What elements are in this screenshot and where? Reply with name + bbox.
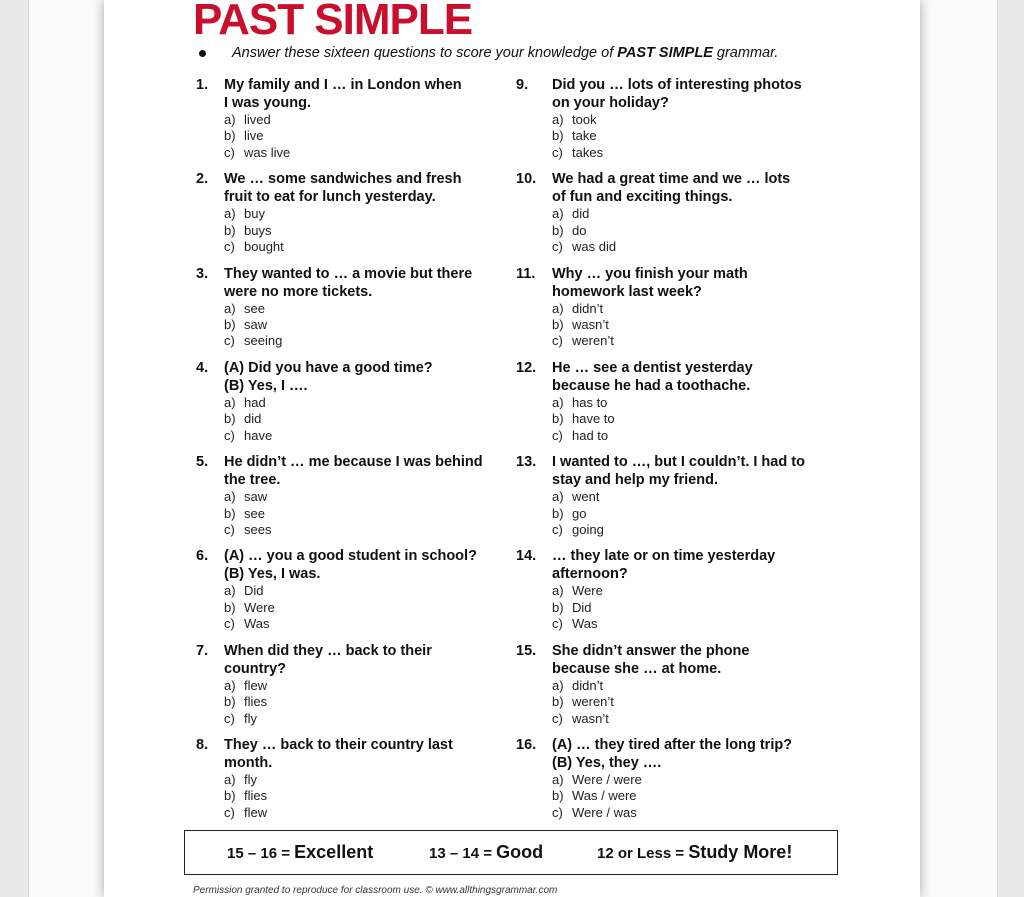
score-good: 13 – 14 = Good bbox=[429, 842, 544, 862]
question-item bbox=[196, 736, 516, 830]
option-letter: a) bbox=[224, 300, 236, 316]
answer-option bbox=[552, 489, 831, 505]
instruction-line bbox=[199, 45, 899, 61]
questions-right-column bbox=[516, 76, 831, 830]
option-letter: c) bbox=[552, 710, 563, 726]
answer-options bbox=[224, 206, 516, 255]
answer-option bbox=[552, 128, 831, 144]
answer-option bbox=[552, 788, 831, 804]
option-letter: a) bbox=[224, 677, 236, 693]
question-number: 8. bbox=[196, 737, 209, 754]
option-text: didn’t bbox=[572, 300, 604, 316]
answer-option bbox=[224, 616, 516, 632]
question-item bbox=[516, 359, 831, 453]
option-text: flies bbox=[244, 788, 268, 804]
answer-option bbox=[552, 805, 831, 821]
answer-option bbox=[552, 112, 831, 128]
option-letter: b) bbox=[552, 411, 564, 427]
answer-option bbox=[224, 489, 516, 505]
answer-option bbox=[552, 395, 831, 411]
answer-options bbox=[224, 678, 516, 727]
question-text: He didn’t … me because I was behind the tree. bbox=[224, 454, 483, 489]
answer-options bbox=[224, 583, 516, 632]
answer-option bbox=[552, 600, 831, 616]
question-body bbox=[224, 76, 516, 170]
option-text: Were bbox=[572, 583, 603, 599]
option-text: saw bbox=[244, 489, 268, 505]
question-item bbox=[196, 642, 516, 736]
worksheet-page bbox=[104, 0, 920, 897]
answer-options bbox=[552, 678, 831, 727]
answer-option bbox=[224, 805, 516, 821]
option-letter: c) bbox=[224, 239, 235, 255]
question-text: Why … you finish your math homework last week? bbox=[552, 265, 748, 300]
answer-options bbox=[224, 489, 516, 538]
option-text: wasn’t bbox=[572, 317, 609, 332]
option-letter: c) bbox=[552, 522, 563, 537]
question-text: We … some sandwiches and fresh fruit to eat for lunch yesterday. bbox=[224, 171, 462, 206]
question-text: … they late or on time yesterday afternoon? bbox=[552, 548, 776, 583]
option-text: Was bbox=[244, 616, 270, 632]
answer-option bbox=[224, 522, 516, 538]
instruction-text: Answer these sixteen questions to score your knowledge of PAST SIMPLE grammar. bbox=[232, 45, 779, 61]
option-letter: c) bbox=[224, 616, 235, 632]
answer-option bbox=[552, 411, 831, 427]
option-letter: c) bbox=[552, 804, 563, 820]
score-excellent: 15 – 16 = Excellent bbox=[227, 842, 374, 862]
option-letter: b) bbox=[224, 599, 236, 615]
question-item bbox=[516, 170, 831, 264]
option-letter: a) bbox=[224, 394, 236, 410]
question-body bbox=[224, 642, 516, 736]
question-text: We had a great time and we … lots of fun and exciting things. bbox=[552, 171, 791, 206]
question-number: 9. bbox=[516, 77, 529, 93]
option-letter: c) bbox=[224, 804, 235, 820]
answer-option bbox=[552, 506, 831, 522]
option-text: fly bbox=[244, 710, 257, 726]
option-letter: a) bbox=[224, 489, 236, 505]
option-letter: a) bbox=[552, 772, 564, 788]
option-text: Were / were bbox=[572, 772, 642, 788]
question-text: (A) … you a good student in school? (B) Yes, I was. bbox=[224, 548, 477, 583]
option-text: fly bbox=[244, 772, 257, 788]
question-item bbox=[516, 736, 831, 830]
option-text: see bbox=[244, 505, 265, 521]
question-number: 3. bbox=[196, 265, 209, 282]
bullet-icon bbox=[199, 50, 206, 57]
permission-footer: Permission granted to reproduce for classroom use. © www.allthingsgrammar.com bbox=[193, 885, 558, 896]
answer-option bbox=[224, 395, 516, 411]
option-text: has to bbox=[572, 394, 608, 410]
answer-option bbox=[224, 301, 516, 317]
page-title: PAST SIMPLE bbox=[193, 0, 473, 44]
score-key-box bbox=[184, 830, 838, 875]
option-text: Did bbox=[572, 599, 592, 615]
question-text: He … see a dentist yesterday because he had a toothache. bbox=[552, 359, 753, 394]
question-item bbox=[196, 170, 516, 264]
answer-option bbox=[552, 694, 831, 710]
answer-option bbox=[224, 206, 516, 222]
option-letter: a) bbox=[552, 677, 564, 693]
answer-option bbox=[552, 223, 831, 239]
option-text: Were bbox=[244, 599, 275, 615]
option-letter: a) bbox=[224, 112, 236, 127]
option-letter: b) bbox=[552, 788, 564, 804]
option-text: weren’t bbox=[572, 333, 614, 349]
option-letter: a) bbox=[552, 300, 564, 316]
question-number: 11. bbox=[516, 265, 536, 282]
answer-option bbox=[552, 333, 831, 349]
option-text: do bbox=[572, 222, 587, 238]
question-number: 13. bbox=[516, 454, 537, 471]
answer-option bbox=[224, 145, 516, 161]
option-letter: b) bbox=[224, 505, 236, 521]
option-letter: a) bbox=[224, 772, 236, 788]
option-letter: a) bbox=[224, 583, 236, 599]
answer-option bbox=[552, 301, 831, 317]
option-text: flew bbox=[244, 804, 268, 820]
option-letter: b) bbox=[552, 317, 564, 332]
question-text: (A) … they tired after the long trip? (B) Yes, they …. bbox=[552, 737, 793, 772]
instruction-emphasis: PAST SIMPLE bbox=[617, 45, 713, 61]
answer-option bbox=[224, 711, 516, 727]
option-letter: b) bbox=[224, 128, 236, 144]
question-body bbox=[552, 76, 831, 170]
option-text: flew bbox=[244, 677, 268, 693]
answer-option bbox=[224, 411, 516, 427]
answer-option bbox=[552, 772, 831, 788]
answer-option bbox=[224, 788, 516, 804]
option-text: wasn’t bbox=[572, 710, 609, 726]
question-item bbox=[516, 76, 831, 170]
answer-option bbox=[224, 239, 516, 255]
option-letter: c) bbox=[552, 239, 563, 255]
answer-options bbox=[224, 301, 516, 350]
question-body bbox=[552, 265, 831, 359]
answer-options bbox=[224, 112, 516, 161]
answer-option bbox=[224, 583, 516, 599]
option-letter: c) bbox=[224, 333, 235, 349]
option-letter: b) bbox=[552, 222, 564, 238]
option-letter: c) bbox=[224, 144, 235, 160]
question-item bbox=[516, 453, 831, 547]
option-text: went bbox=[572, 489, 600, 505]
answer-option bbox=[224, 772, 516, 788]
option-text: lived bbox=[244, 112, 271, 127]
option-text: have bbox=[244, 427, 273, 443]
question-number: 12. bbox=[516, 359, 537, 376]
question-item bbox=[196, 547, 516, 641]
option-letter: c) bbox=[552, 427, 563, 443]
answer-option bbox=[552, 239, 831, 255]
question-number: 4. bbox=[196, 359, 209, 376]
answer-options bbox=[552, 301, 831, 350]
score-study-more: 12 or Less = Study More! bbox=[597, 842, 793, 862]
option-letter: b) bbox=[224, 222, 236, 238]
option-text: Was / were bbox=[572, 788, 637, 804]
answer-option bbox=[552, 317, 831, 333]
question-body bbox=[224, 265, 516, 359]
option-text: going bbox=[572, 522, 604, 537]
option-text: had to bbox=[572, 427, 609, 443]
answer-option bbox=[224, 428, 516, 444]
option-text: sees bbox=[244, 522, 272, 537]
question-body bbox=[552, 359, 831, 453]
option-letter: b) bbox=[224, 317, 236, 332]
option-text: buy bbox=[244, 206, 265, 222]
answer-option bbox=[552, 678, 831, 694]
answer-option bbox=[224, 694, 516, 710]
questions-left-column bbox=[196, 76, 516, 830]
option-text: seeing bbox=[244, 333, 283, 349]
answer-option bbox=[224, 223, 516, 239]
answer-options bbox=[224, 772, 516, 821]
answer-option bbox=[552, 522, 831, 538]
option-text: was did bbox=[572, 239, 617, 255]
option-letter: a) bbox=[552, 112, 564, 127]
answer-option bbox=[224, 317, 516, 333]
answer-option bbox=[552, 583, 831, 599]
question-number: 14. bbox=[516, 548, 537, 565]
option-text: had bbox=[244, 394, 266, 410]
option-text: buys bbox=[244, 222, 272, 238]
option-letter: b) bbox=[224, 694, 236, 710]
option-letter: c) bbox=[552, 333, 563, 349]
question-body bbox=[552, 453, 831, 547]
option-letter: a) bbox=[224, 206, 236, 222]
question-item bbox=[516, 642, 831, 736]
question-text: They … back to their country last month. bbox=[224, 737, 453, 772]
option-letter: c) bbox=[552, 144, 563, 160]
answer-option bbox=[224, 600, 516, 616]
question-body bbox=[552, 642, 831, 736]
answer-options bbox=[552, 583, 831, 632]
option-text: have to bbox=[572, 411, 615, 427]
option-letter: b) bbox=[552, 694, 564, 710]
answer-option bbox=[552, 206, 831, 222]
option-text: flies bbox=[244, 694, 268, 710]
answer-option bbox=[552, 711, 831, 727]
answer-option bbox=[224, 112, 516, 128]
option-text: see bbox=[244, 300, 265, 316]
option-letter: a) bbox=[552, 583, 564, 599]
question-text: They wanted to … a movie but there were no more tickets. bbox=[224, 265, 473, 300]
option-text: takes bbox=[572, 144, 604, 160]
option-text: go bbox=[572, 505, 587, 521]
question-number: 15. bbox=[516, 642, 537, 659]
question-text: I wanted to …, but I couldn’t. I had to stay and help my friend. bbox=[552, 454, 805, 489]
question-number: 16. bbox=[516, 737, 537, 754]
question-item bbox=[516, 265, 831, 359]
answer-option bbox=[224, 506, 516, 522]
question-body bbox=[224, 547, 516, 641]
option-text: bought bbox=[244, 239, 284, 255]
question-body bbox=[552, 736, 831, 830]
question-number: 1. bbox=[196, 77, 209, 93]
option-text: did bbox=[244, 411, 262, 427]
question-text: My family and I … in London when I was young. bbox=[224, 77, 462, 111]
question-item bbox=[196, 359, 516, 453]
answer-options bbox=[552, 395, 831, 444]
question-text: She didn’t answer the phone because she … at home. bbox=[552, 642, 750, 677]
answer-options bbox=[552, 489, 831, 538]
question-body bbox=[224, 170, 516, 264]
option-letter: c) bbox=[224, 522, 235, 537]
answer-options bbox=[552, 112, 831, 161]
answer-option bbox=[552, 145, 831, 161]
option-letter: c) bbox=[552, 616, 563, 632]
question-number: 2. bbox=[196, 171, 209, 188]
question-body bbox=[224, 359, 516, 453]
question-body bbox=[552, 547, 831, 641]
option-text: took bbox=[572, 112, 597, 127]
option-text: was live bbox=[244, 144, 291, 160]
question-text: (A) Did you have a good time? (B) Yes, I …. bbox=[224, 359, 433, 394]
option-letter: a) bbox=[552, 394, 564, 410]
answer-options bbox=[552, 206, 831, 255]
option-text: Were / was bbox=[572, 804, 637, 820]
option-text: take bbox=[572, 128, 597, 144]
question-item bbox=[196, 76, 516, 170]
question-body bbox=[552, 170, 831, 264]
option-letter: b) bbox=[552, 505, 564, 521]
option-letter: b) bbox=[552, 599, 564, 615]
answer-option bbox=[552, 616, 831, 632]
option-text: did bbox=[572, 206, 590, 222]
option-letter: a) bbox=[552, 206, 564, 222]
question-body bbox=[224, 453, 516, 547]
question-number: 6. bbox=[196, 548, 209, 565]
question-text: When did they … back to their country? bbox=[224, 642, 432, 677]
answer-option bbox=[224, 128, 516, 144]
option-text: weren’t bbox=[572, 694, 614, 710]
option-text: Did bbox=[244, 583, 264, 599]
question-body bbox=[224, 736, 516, 830]
option-letter: b) bbox=[224, 411, 236, 427]
answer-option bbox=[552, 428, 831, 444]
option-letter: a) bbox=[552, 489, 564, 505]
answer-option bbox=[224, 333, 516, 349]
question-item bbox=[196, 265, 516, 359]
question-number: 5. bbox=[196, 454, 209, 471]
option-letter: b) bbox=[224, 788, 236, 804]
answer-options bbox=[224, 395, 516, 444]
question-item bbox=[196, 453, 516, 547]
option-text: didn’t bbox=[572, 677, 604, 693]
option-text: live bbox=[244, 128, 264, 144]
option-letter: c) bbox=[224, 427, 235, 443]
option-text: Was bbox=[572, 616, 598, 632]
question-item bbox=[516, 547, 831, 641]
option-text: saw bbox=[244, 317, 268, 332]
question-number: 7. bbox=[196, 642, 209, 659]
option-letter: c) bbox=[224, 710, 235, 726]
question-number: 10. bbox=[516, 171, 537, 188]
option-letter: b) bbox=[552, 128, 564, 144]
answer-option bbox=[224, 678, 516, 694]
answer-options bbox=[552, 772, 831, 821]
question-text: Did you … lots of interesting photos on your holiday? bbox=[552, 77, 802, 111]
